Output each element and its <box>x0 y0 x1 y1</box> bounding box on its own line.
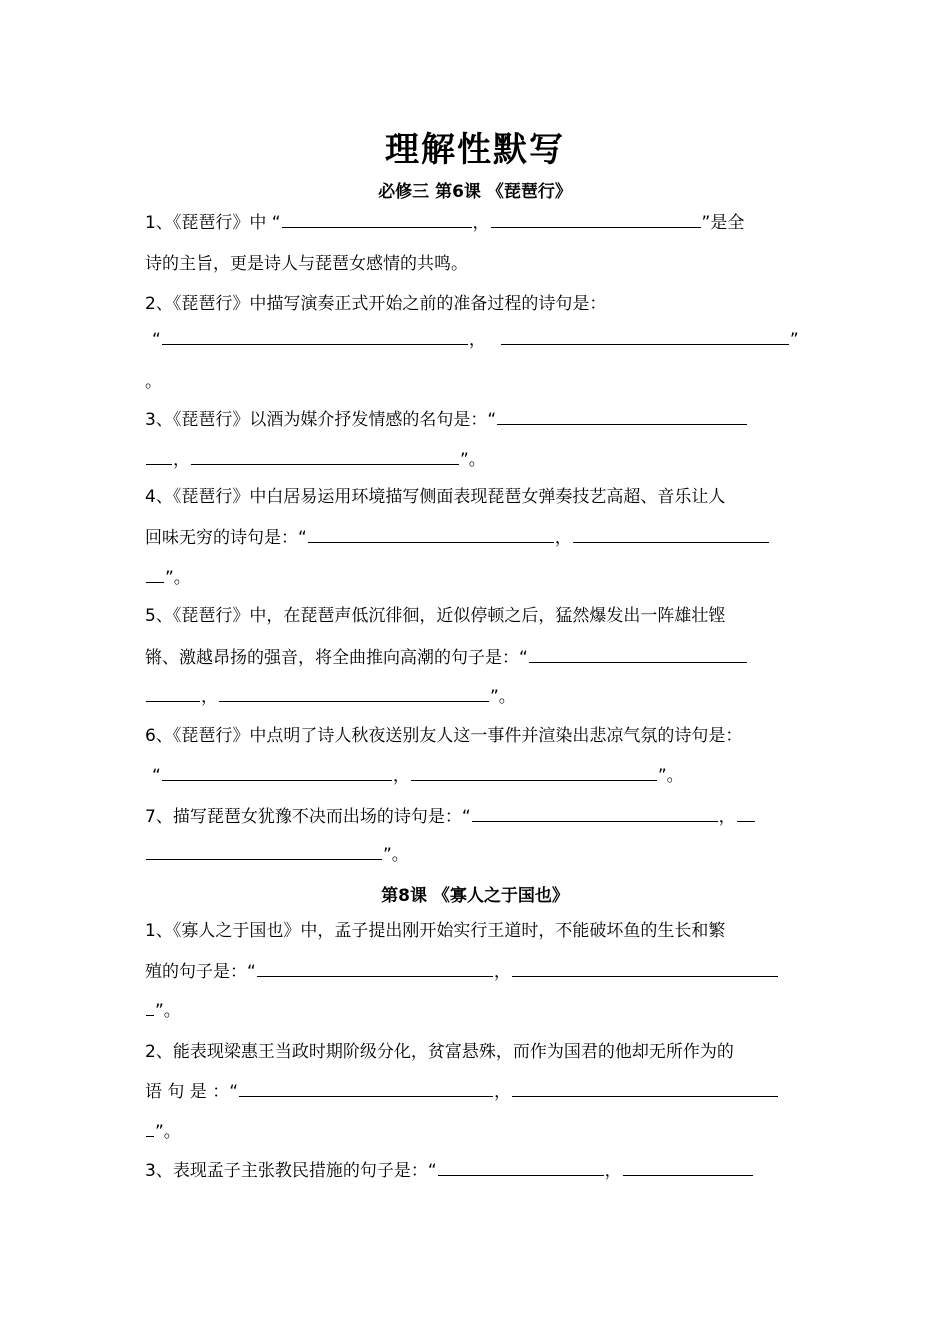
s1-line-4: “ ， ” <box>152 330 799 350</box>
answer-blank[interactable] <box>282 226 472 228</box>
s1-line-8: 4、《琵琶行》中白居易运用环境描写侧面表现琵琶女弹奏技艺高超、音乐让人 <box>145 487 726 507</box>
s1-line-11: 5、《琵琶行》中，在琵琶声低沉徘徊，近似停顿之后，猛然爆发出一阵雄壮铿 <box>145 606 726 626</box>
answer-blank[interactable] <box>146 1135 154 1137</box>
s2-line-4: 2、能表现梁惠王当政时期阶级分化，贫富悬殊，而作为国君的他却无所作为的 <box>145 1042 734 1062</box>
answer-blank[interactable] <box>146 581 164 583</box>
answer-blank[interactable] <box>146 463 172 465</box>
s1-line-17: ”。 <box>145 844 808 866</box>
s2-line-7: 3、表现孟子主张教民措施的句子是：“ ， <box>145 1160 808 1182</box>
answer-blank[interactable] <box>411 779 657 781</box>
page-title: 理解性默写 <box>385 130 565 170</box>
s1-line-12: 锵、激越昂扬的强音，将全曲推向高潮的句子是：“ <box>145 647 808 669</box>
s1-line-13: ， ”。 <box>145 686 808 708</box>
s1-line-16: 7、描写琵琶女犹豫不决而出场的诗句是：“ ， <box>145 806 808 828</box>
answer-blank[interactable] <box>472 820 718 822</box>
answer-blank[interactable] <box>737 820 755 822</box>
answer-blank[interactable] <box>219 700 489 702</box>
s2-line-3: ”。 <box>145 1000 808 1022</box>
s1-line-3: 2、《琵琶行》中描写演奏正式开始之前的准备过程的诗句是： <box>145 294 607 314</box>
s2-line-1: 1、《寡人之于国也》中，孟子提出刚开始实行王道时，不能破坏鱼的生长和繁 <box>145 921 726 941</box>
answer-blank[interactable] <box>308 541 554 543</box>
s1-line-14: 6、《琵琶行》中点明了诗人秋夜送别友人这一事件并渲染出悲凉气氛的诗句是： <box>145 726 743 746</box>
answer-blank[interactable] <box>438 1174 604 1176</box>
answer-blank[interactable] <box>162 343 468 345</box>
s1-line-2: 诗的主旨，更是诗人与琵琶女感情的共鸣。 <box>145 254 468 274</box>
s1-line-10: ”。 <box>145 567 808 589</box>
answer-blank[interactable] <box>512 975 778 977</box>
s1-line-5: 。 <box>145 372 162 392</box>
answer-blank[interactable] <box>239 1095 493 1097</box>
answer-blank[interactable] <box>512 1095 778 1097</box>
answer-blank[interactable] <box>623 1174 753 1176</box>
answer-blank[interactable] <box>491 226 701 228</box>
answer-blank[interactable] <box>497 423 747 425</box>
s1-line-9: 回味无穷的诗句是：“ ， <box>145 527 808 549</box>
s1-line-6: 3、《琵琶行》以酒为媒介抒发情感的名句是：“ <box>145 409 808 431</box>
section-heading-pipa: 必修三 第6课 《琵琶行》 <box>378 182 572 202</box>
s2-line-6: ”。 <box>145 1121 808 1143</box>
answer-blank[interactable] <box>191 463 459 465</box>
s1-line-15: “ ， ”。 <box>152 766 684 786</box>
s1-line-1: 1、《琵琶行》中 “ ， ”是全 <box>145 213 745 233</box>
answer-blank[interactable] <box>162 779 392 781</box>
answer-blank[interactable] <box>257 975 493 977</box>
s2-line-2: 殖的句子是：“ ， <box>145 961 808 983</box>
answer-blank[interactable] <box>529 661 747 663</box>
s1-line-7: ， ”。 <box>145 449 808 471</box>
s2-line-5: 语 句 是 ：“ ， <box>145 1081 808 1103</box>
answer-blank[interactable] <box>146 858 382 860</box>
answer-blank[interactable] <box>146 1014 154 1016</box>
answer-blank[interactable] <box>501 343 789 345</box>
section-heading-guaren: 第8课 《寡人之于国也》 <box>381 886 569 906</box>
answer-blank[interactable] <box>146 700 200 702</box>
answer-blank[interactable] <box>573 541 769 543</box>
